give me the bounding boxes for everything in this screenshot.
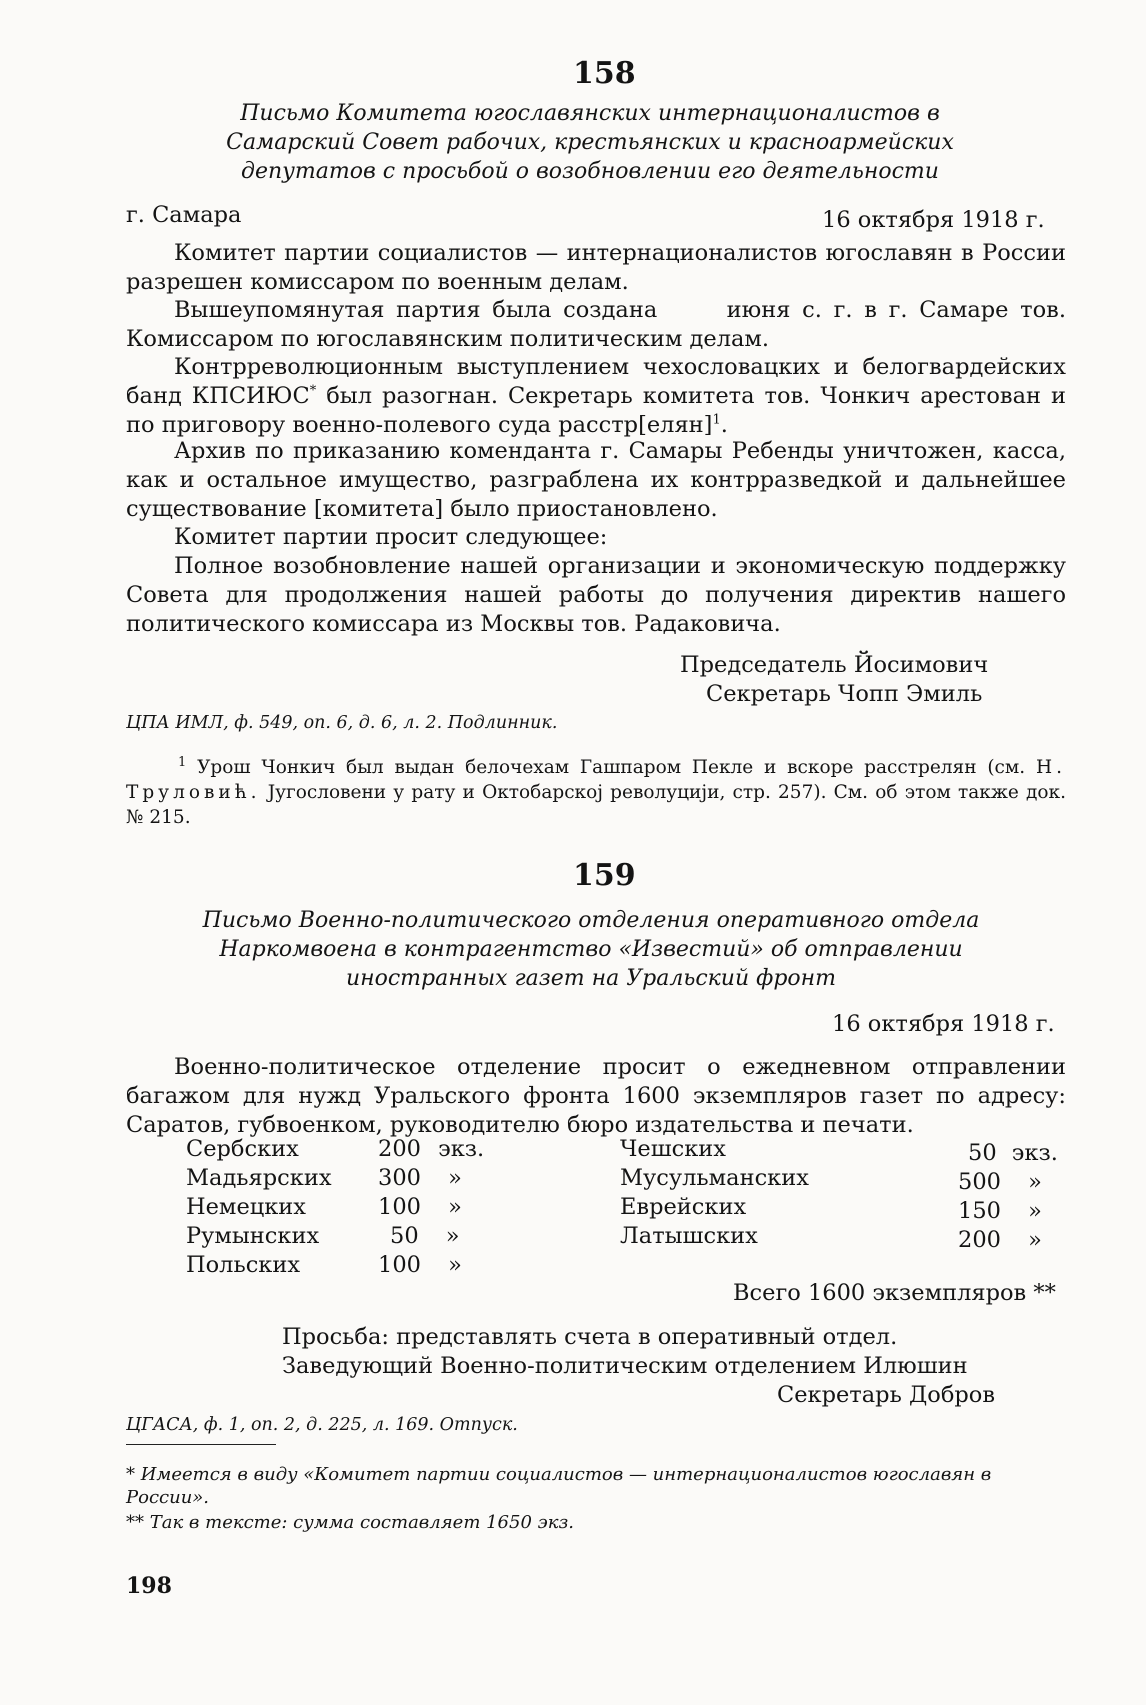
paragraph-7: Военно-политическое отделение просит о ежедневном отправлении багажом для нужд Уральского фронта 1600 экземпляров газет по адресу: Саратов, губвоенком, руководителю бюро издательства и печати. [126,1054,1066,1138]
paragraph-5: Комитет партии просит следующее: [174,524,608,550]
list-item-left-3 [186,1223,319,1249]
list-name: Еврейских [620,1194,747,1220]
paragraph-1: Комитет партии социалистов — интернационалистов югославян в России разрешен комиссаром по военным делам. [126,240,1066,295]
list-unit: » [448,1252,462,1278]
doc-number-159: 159 [573,858,636,893]
page-number: 198 [126,1573,172,1599]
footnote-star-2: ** Так в тексте: сумма составляет 1650 экз. [126,1512,575,1533]
list-qty-left-3 [390,1223,460,1249]
list-unit: » [1028,1198,1042,1224]
list-name: Чешских [620,1136,726,1162]
signature-secretary: Секретарь Чопп Эмиль [706,681,983,707]
list-item-right-2 [620,1194,746,1220]
signature-chairman: Председатель Йосимович [680,652,989,678]
list-name: Латышских [620,1223,758,1249]
footnote-1-text-a: Урош Чонкич был выдан белочехам Гашпаром Пекле и вскоре расстрелян (см. [197,757,1026,778]
paragraph-2 [126,296,1066,354]
list-name: Мусульманских [620,1165,809,1191]
paragraph-3-part-b: был разогнан. Секретарь комитета тов. Чонкич арестован и по приговору военно-полевого суда расстр[елян] [126,383,1066,438]
list-unit: » [1028,1169,1042,1195]
list-qty: 100 [378,1194,421,1220]
list-item-right-3 [620,1223,758,1249]
list-name: Румынских [186,1223,320,1249]
footnote-1-marker: 1 [712,412,721,428]
list-item-left-2 [186,1194,306,1220]
list-item-left-0 [186,1136,299,1162]
paragraph-2-part-a: Вышеупомянутая партия была создана [174,297,658,323]
list-qty: 500 [958,1169,1001,1195]
footnote-1 [126,755,1066,830]
footnote-1-author: Н. Труловић. [126,757,1066,803]
list-unit: » [448,1165,462,1191]
list-unit: » [448,1194,462,1220]
list-unit: » [1028,1227,1042,1253]
total-copies: Всего 1600 экземпляров ** [733,1280,1056,1306]
list-item-right-0 [620,1136,726,1162]
paragraph-2-part-b: июня с. г. в г. Самаре тов. Комиссаром по югославянским политическим делам. [126,297,1066,352]
doc-title-159: Письмо Военно-политического отделения оперативного отдела Наркомвоена в контрагентство «Известий» об отправлении иностранных газет на Уральский фронт [202,908,980,991]
footnote-star-1: * Имеется в виду «Комитет партии социалистов — интернационалистов югославян в России». [126,1464,992,1508]
footnote-star-marker: * [309,383,317,399]
list-unit: экз. [1011,1140,1058,1166]
paragraph-6: Полное возобновление нашей организации и экономическую поддержку Совета для продолжения нашей работы до получения директив нашего политического комиссара из Москвы тов. Радаковича. [126,553,1066,637]
request-line: Просьба: представлять счета в оперативный отдел. [282,1324,898,1350]
list-item-left-1 [186,1165,332,1191]
list-name: Мадьярских [186,1165,332,1191]
list-qty-left-4 [378,1252,462,1278]
list-qty: 50 [968,1140,997,1166]
paragraph-3-end: . [720,412,728,438]
paragraph-3-part-a: Контрреволюционным выступлением чехословацких и белогвардейских банд КПСИЮС [126,354,1066,409]
list-name: Польских [186,1252,301,1278]
paragraph-4: Архив по приказанию коменданта г. Самары Ребенды уничтожен, касса, как и остальное имущество, разграблена их контрразведкой и дальнейшее существование [комитета] было приостановлено. [126,438,1066,522]
list-unit: экз. [438,1136,485,1162]
source-reference-159: ЦГАСА, ф. 1, оп. 2, д. 225, л. 169. Отпуск. [126,1415,518,1435]
footnote-1-number: 1 [178,754,187,770]
doc-place-158: г. Самара [126,202,242,228]
footnote-1-text-b: Југословени у рату и Октобарској револуцији, стр. 257). См. об этом также док. № 215. [126,782,1066,828]
list-qty-right-0 [968,1140,1058,1166]
list-qty: 200 [958,1227,1001,1253]
list-qty-right-2 [958,1198,1042,1224]
list-item-right-1 [620,1165,809,1191]
signature-head: Заведующий Военно-политическим отделением Илюшин [282,1353,968,1379]
doc-date-158: 16 октября 1918 г. [822,207,1045,233]
list-qty: 50 [390,1223,419,1249]
list-qty-right-1 [958,1169,1042,1195]
list-qty: 200 [378,1136,421,1162]
list-qty-right-3 [958,1227,1042,1253]
doc-title-158: Письмо Комитета югославянских интернационалистов в Самарский Совет рабочих, крестьянских и красноармейских депутатов с просьбой о возобновлении его деятельности [226,101,954,184]
signature-secretary-159: Секретарь Добров [777,1382,995,1408]
list-name: Немецких [186,1194,306,1220]
list-qty-left-1 [378,1165,462,1191]
list-item-left-4 [186,1252,300,1278]
list-qty: 300 [378,1165,421,1191]
list-qty: 100 [378,1252,421,1278]
list-name: Сербских [186,1136,299,1162]
doc-date-159: 16 октября 1918 г. [832,1011,1055,1037]
list-qty: 150 [958,1198,1001,1224]
source-reference-158: ЦПА ИМЛ, ф. 549, оп. 6, д. 6, л. 2. Подлинник. [126,713,558,733]
list-qty-left-2 [378,1194,462,1220]
paragraph-3 [126,353,1066,440]
list-unit: » [445,1223,460,1249]
list-qty-left-0 [378,1136,484,1162]
doc-number-158: 158 [573,56,636,91]
footnote-rule [126,1444,276,1445]
